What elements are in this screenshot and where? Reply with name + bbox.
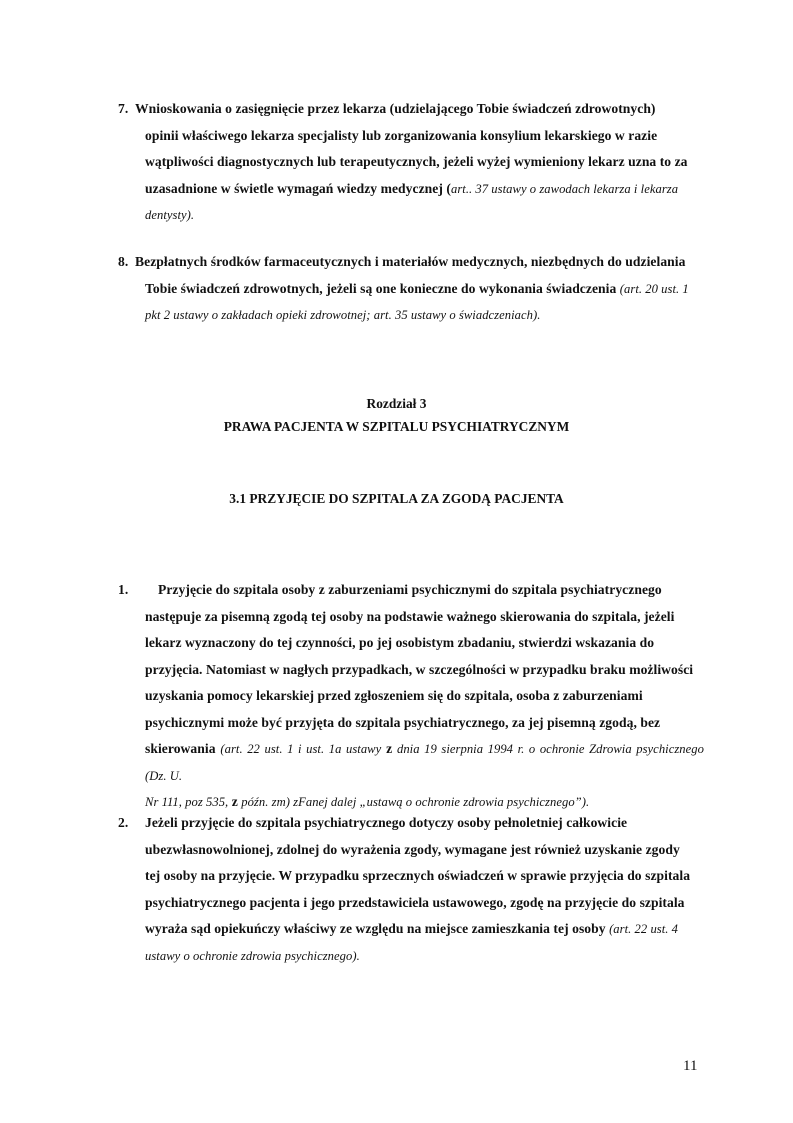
chapter-label: Rozdział 3 bbox=[366, 396, 427, 411]
item-line: następuje za pisemną zgodą tej osoby na podstawie ważnego skierowania do szpitala, jeżeli bbox=[145, 608, 675, 624]
citation: (art. 20 ust. 1 bbox=[619, 281, 689, 296]
item-line: uzasadnione w świetle wymagań wiedzy medycznej ( bbox=[145, 180, 451, 196]
item-line: lekarz wyznaczony do tej czynności, po jej osobistym zbadaniu, stwierdzi wskazania do bbox=[145, 635, 655, 650]
citation: art.. 37 ustawy o zawodach lekarza i lekarza bbox=[450, 181, 679, 196]
item-line: tej osoby na przyjęcie. W przypadku sprzecznych oświadczeń w sprawie przyjęcia do szpitala bbox=[145, 868, 691, 883]
item-line: uzyskania pomocy lekarskiej przed zgłoszeniem się do szpitala, osoba z zaburzeniami bbox=[145, 688, 643, 703]
citation: (art. 22 ust. 4 bbox=[609, 922, 679, 936]
citation: dnia 19 sierpnia 1994 r. o ochronie Zdrowia psychicznego (Dz. U. bbox=[145, 742, 704, 783]
citation: dentysty). bbox=[145, 208, 195, 222]
item-line: Przyjęcie do szpitala osoby z zaburzeniami psychicznymi do szpitala psychiatrycznego bbox=[158, 582, 662, 597]
citation: ustawy o ochronie zdrowia psychicznego). bbox=[145, 948, 360, 963]
list-item-8 bbox=[118, 249, 704, 329]
item-line: wyraża sąd opiekuńczy właściwy ze względu na miejsce zamieszkania tej osoby bbox=[145, 921, 610, 936]
page-number: 11 bbox=[683, 1058, 698, 1074]
item-line: Bezpłatnych środków farmaceutycznych i materiałów medycznych, niezbędnych do udzielania bbox=[135, 254, 686, 269]
citation-z: z bbox=[381, 741, 397, 756]
citation: Nr 111, poz 535, bbox=[145, 795, 229, 809]
item-line: Tobie świadczeń zdrowotnych, jeżeli są one konieczne do wykonania świadczenia bbox=[145, 280, 617, 296]
item-line: Wnioskowania o zasięgnięcie przez lekarza (udzielającego Tobie świadczeń zdrowotnych) bbox=[135, 101, 656, 116]
item-line: opinii właściwego lekarza specjalisty lub zorganizowania konsylium lekarskiego w razie bbox=[145, 127, 658, 143]
item-number: 2. bbox=[118, 815, 129, 830]
item-line: skierowania bbox=[145, 741, 221, 756]
list-item-7 bbox=[118, 96, 704, 229]
item-number: 8. bbox=[118, 254, 129, 269]
item-number: 7. bbox=[118, 101, 129, 116]
chapter-title: PRAWA PACJENTA W SZPITALU PSYCHIATRYCZNYM bbox=[223, 419, 570, 434]
item-line: przyjęcia. Natomiast w nagłych przypadkach, w szczególności w przypadku braku możliwości bbox=[145, 661, 694, 677]
item-line: wątpliwości diagnostycznych lub terapeutycznych, jeżeli wyżej wymieniony lekarz uzna to za bbox=[145, 154, 688, 169]
citation: (art. 22 ust. 1 i ust. 1a ustawy bbox=[220, 742, 382, 756]
item-line: Jeżeli przyjęcie do szpitala psychiatrycznego dotyczy osoby pełnoletniej całkowicie bbox=[145, 815, 628, 830]
citation: pkt 2 ustawy o zakładach opieki zdrowotnej; art. 35 ustawy o świadczeniach). bbox=[145, 308, 541, 322]
citation-z: z bbox=[228, 794, 242, 809]
section-item-2 bbox=[118, 810, 704, 969]
section-item-1 bbox=[118, 577, 704, 816]
citation: późn. zm) zFanej dalej „ustawą o ochronie zdrowia psychicznego”). bbox=[241, 795, 590, 809]
item-line: psychiatrycznego pacjenta i jego przedstawiciela ustawowego, zgodę na przyjęcie do szpitala bbox=[145, 894, 685, 910]
item-line: psychicznymi może być przyjęta do szpitala psychiatrycznego, za jej pisemną zgodą, bez bbox=[145, 714, 661, 730]
item-number: 1. bbox=[118, 582, 129, 597]
section-title: 3.1 PRZYJĘCIE DO SZPITALA ZA ZGODĄ PACJENTA bbox=[229, 491, 564, 506]
item-line: ubezwłasnowolnionej, zdolnej do wyrażenia zgody, wymagane jest również uzyskanie zgody bbox=[145, 841, 680, 857]
